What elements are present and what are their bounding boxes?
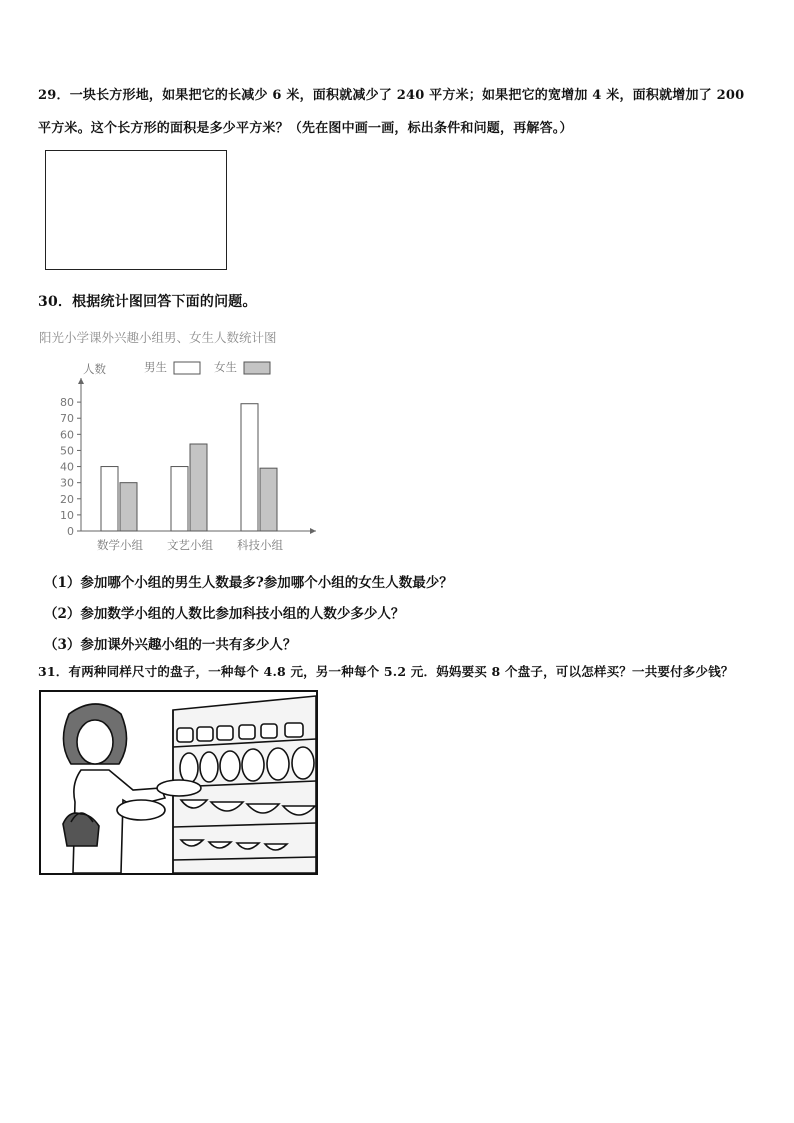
y-tick-label: 80	[60, 396, 74, 410]
y-tick-label: 20	[60, 492, 74, 506]
q30-title: 30．根据统计图回答下面的问题。	[38, 294, 257, 310]
y-axis-arrow	[78, 378, 84, 384]
bar-chart	[34, 326, 324, 558]
shopping-plates-illustration	[39, 690, 318, 875]
bar-girls	[120, 483, 137, 531]
legend-label: 男生	[144, 360, 167, 374]
x-category-label: 数学小组	[97, 538, 143, 552]
legend-label: 女生	[214, 360, 237, 374]
bar-boys	[171, 467, 188, 531]
q30-question-2: （2）参加数学小组的人数比参加科技小组的人数少多少人？	[44, 606, 405, 622]
y-tick-label: 10	[60, 508, 74, 522]
q29-line2: 平方米。这个长方形的面积是多少平方米？（先在图中画一画，标出条件和问题，再解答。）	[38, 121, 573, 136]
q29-line1: 29．一块长方形地，如果把它的长减少 6 米，面积就减少了 240 平方米；如果把它的宽增加 4 米，面积就增加了 200	[38, 88, 745, 103]
legend-swatch	[244, 362, 270, 374]
chart-bars	[101, 404, 277, 531]
y-tick-label: 50	[60, 444, 74, 458]
y-tick-label: 70	[60, 412, 74, 426]
q30-question-1: （1）参加哪个小组的男生人数最多?参加哪个小组的女生人数最少？	[44, 575, 453, 591]
y-tick-label: 30	[60, 476, 74, 490]
bar-girls	[260, 468, 277, 531]
bar-chart-svg	[34, 326, 324, 558]
y-tick-label: 60	[60, 428, 74, 442]
legend-swatch	[174, 362, 200, 374]
bar-girls	[190, 444, 207, 531]
rectangle-drawing-area[interactable]	[45, 150, 227, 270]
bar-boys	[101, 467, 118, 531]
y-tick-label: 0	[67, 525, 74, 538]
chart-title: 阳光小学课外兴趣小组男、女生人数统计图	[39, 330, 277, 345]
chart-legend	[144, 360, 270, 374]
plate-shop-picture	[41, 692, 316, 873]
q31-text: 31．有两种同样尺寸的盘子，一种每个 4.8 元，另一种每个 5.2 元．妈妈要买 8 个盘子，可以怎样买？一共要付多少钱？	[38, 664, 734, 679]
q30-question-3: （3）参加课外兴趣小组的一共有多少人？	[44, 637, 297, 653]
x-axis-arrow	[310, 528, 316, 534]
bar-boys	[241, 404, 258, 531]
y-tick-label: 40	[60, 460, 74, 474]
x-category-label: 文艺小组	[167, 538, 213, 552]
y-axis-label: 人数	[83, 362, 106, 376]
x-category-label: 科技小组	[237, 538, 283, 552]
